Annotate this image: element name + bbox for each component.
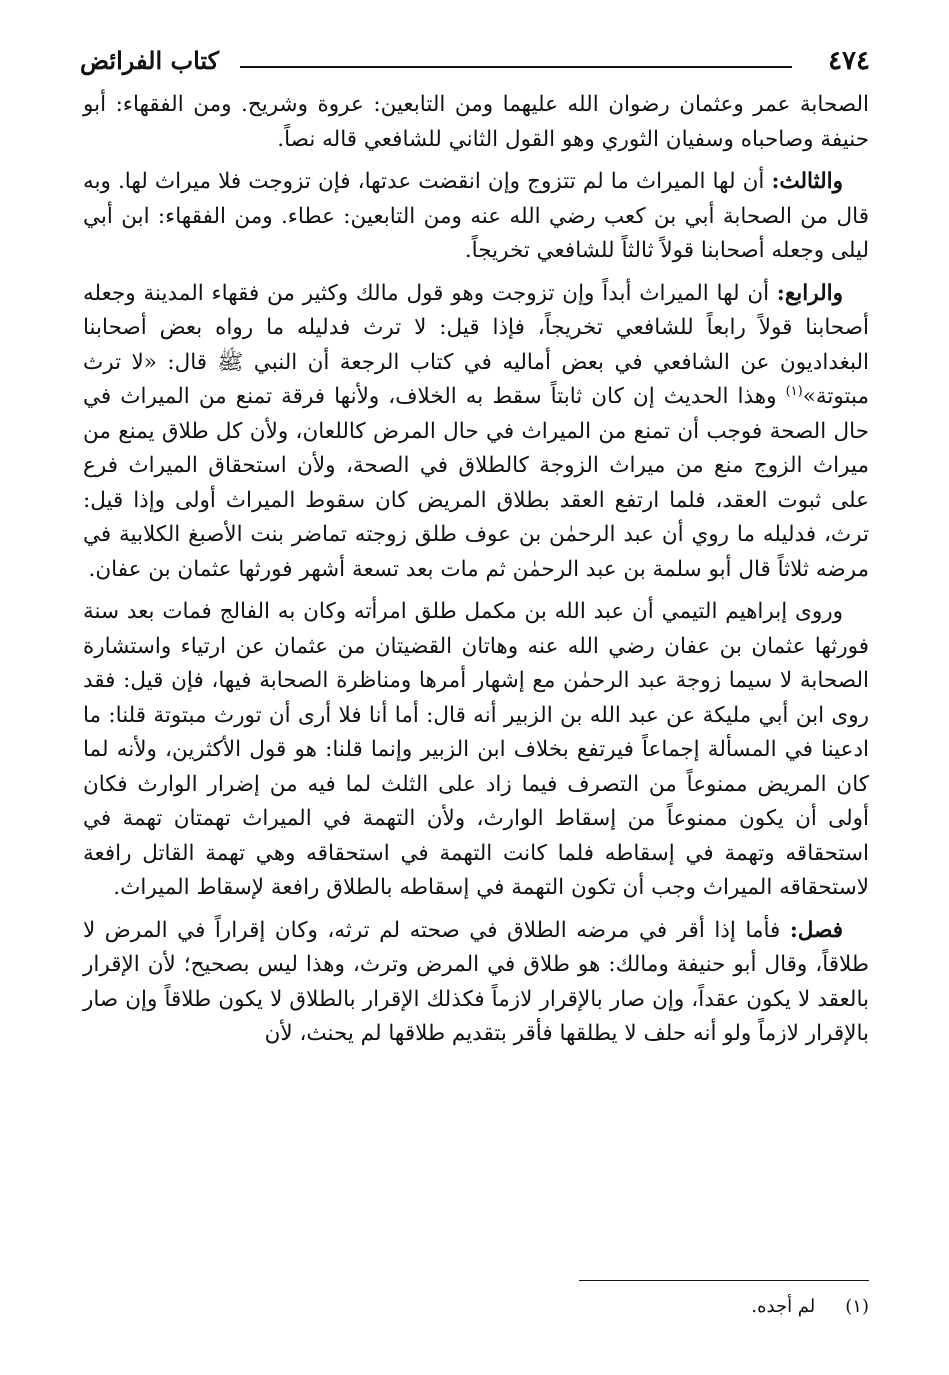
paragraph-lead: والرابع: xyxy=(776,280,843,306)
paragraph-text: الصحابة عمر وعثمان رضوان الله عليهما ومن التابعين: عروة وشريح. ومن الفقهاء: أبو حنيفة وصاحباه وسفيان الثوري وهو القول الثاني للشافعي قاله نصاً. xyxy=(83,92,869,152)
paragraph-text: وروى إبراهيم التيمي أن عبد الله بن مكمل طلق امرأته وكان به الفالج فمات بعد سنة فورثها عثمان بن عفان رضي الله عنه وهاتان القضيتان من عثمان عن ارتياء واستشارة الصحابة لا سيما زوجة عبد الرحمٰن مع إشهار أمرها ومناظرة الصحابة فيها، فإن قيل: فقد روى ابن أبي مليكة عن عبد الله بن الزبير أنه قال: أما أنا فلا أرى أن تورث مبتوتة قلنا: ما ادعينا في المسألة إجماعاً فيرتفع بخلاف ابن الزبير وإنما قلنا: هو قول الأكثرين، ولأنه لما كان المريض ممنوعاً من التصرف فيما زاد على الثلث لما فيه من إضرار الوارث فكان أولى أن يكون ممنوعاً من إسقاط الوارث، ولأن التهمة في الميراث تهمتان تهمة في استحقاقه وتهمة في إسقاطه فلما كانت التهمة في استحقاقه وهي تهمة القاتل رافعة لاستحقاقه الميراث وجب أن تكون التهمة في إسقاطه بالطلاق رافعة لإسقاط الميراث. xyxy=(83,599,869,900)
paragraph-lead: فصل: xyxy=(789,917,843,943)
paragraph-text: أن لها الميراث ما لم تتزوج وإن انقضت عدتها، فإن تزوجت فلا ميراث لها. وبه قال من الصحابة أبي بن كعب رضي الله عنه ومن التابعين: عطاء. ومن الفقهاء: ابن أبي ليلى وجعله أصحابنا قولاً ثالثاً للشافعي تخريجاً. xyxy=(83,169,869,263)
footnote-number: (١) xyxy=(845,1296,869,1317)
main-text xyxy=(83,88,869,1060)
paragraph xyxy=(83,165,869,269)
running-title: كتاب الفرائض xyxy=(80,46,220,75)
footnote-item xyxy=(83,1294,869,1320)
footnote-text: لم أجده. xyxy=(751,1296,816,1317)
paragraph-lead: والثالث: xyxy=(771,169,843,194)
footnote-reference[interactable]: (١) xyxy=(785,383,803,399)
page-number: ٤٧٤ xyxy=(828,46,870,76)
paragraph xyxy=(83,914,869,1052)
paragraph-text: أن لها الميراث أبداً وإن تزوجت وهو قول مالك وكثير من فقهاء المدينة وجعله أصحابنا قولاً رابعاً للشافعي تخريجاً، فإذا قيل: لا ترث فدليله ما رواه بعض أصحابنا البغداديون عن الشافعي في بعض أماليه في كتاب الرجعة أن النبي ﷺ قال: «لا ترث مبتوتة» xyxy=(83,280,869,409)
paragraph xyxy=(83,595,869,906)
paragraph-text-continued: وهذا الحديث إن كان ثابتاً سقط به الخلاف، ولأنها فرقة تمنع من الميراث في حال الصحة فوجب أن تمنع من الميراث في حال المرض كاللعان، ولأن كل طلاق يمنع من ميراث الزوج منع من ميراث الزوجة كالطلاق في الصحة، ولأن استحقاق الميراث فرع على ثبوت العقد، فلما ارتفع العقد بطلاق المريض كان سقوط الميراث أولى وإذا قيل: ترث، فدليله ما روي أن عبد الرحمٰن بن عوف طلق زوجته تماضر بنت الأصبغ الكلابية في مرضه ثلاثاً قال أبو سلمة بن عبد الرحمٰن ثم مات بعد تسعة أشهر فورثها عثمان بن عفان. xyxy=(83,384,869,582)
paragraph-text: فأما إذا أقر في مرضه الطلاق في صحته لم ترثه، وكان إقراراً في المرض لا طلاقاً، وقال أبو حنيفة ومالك: هو طلاق في المرض وترث، وهذا ليس بصحيح؛ لأن الإقرار بالعقد لا يكون عقداً، وإن صار بالإقرار لازماً فكذلك الإقرار بالطلاق لا يكون طلاقاً وإن صار بالإقرار لازماً ولو أنه حلف لا يطلقها فأقر بتقديم طلاقها لم يحنث، لأن xyxy=(83,917,869,1046)
footnote-rule xyxy=(579,1280,869,1281)
paragraph xyxy=(83,277,869,588)
footnotes xyxy=(83,1294,869,1320)
page-header xyxy=(80,46,870,80)
paragraph xyxy=(83,88,869,157)
header-rule xyxy=(240,66,792,68)
